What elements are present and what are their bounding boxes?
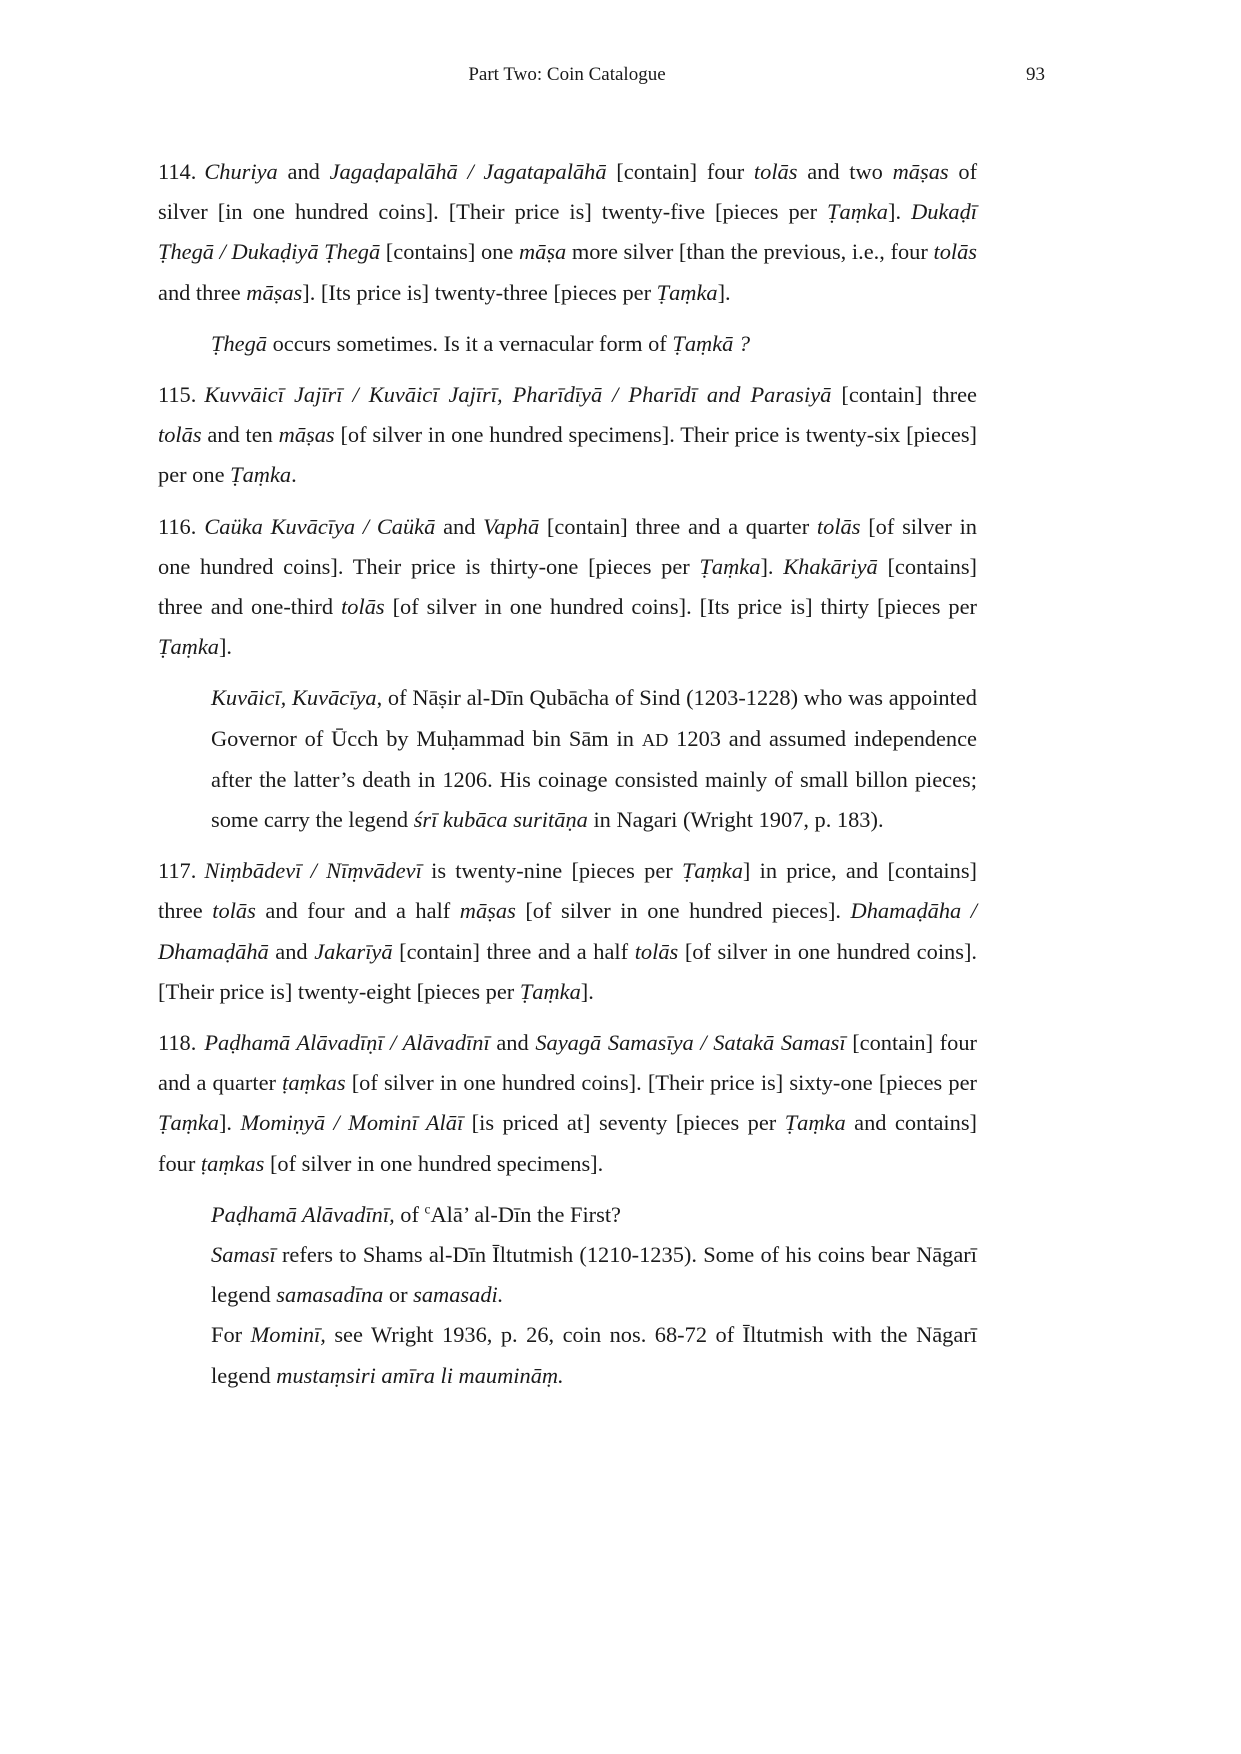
italic-term: Paḍhamā Alāvadīṇī / Alāvadīnī [204, 1030, 490, 1056]
small-caps-text: AD [641, 729, 669, 750]
italic-term: ṭaṃkas [282, 1070, 346, 1096]
text-run: ] in price, and [contains] three [158, 858, 977, 924]
italic-term: Kuvāicī, Kuvācīya [211, 685, 377, 711]
commentary-note [211, 1235, 977, 1315]
italic-term: Ṭaṃka [681, 858, 743, 884]
text-run: and two [797, 159, 893, 184]
italic-term: Dukaḍī Ṭhegā / Dukaḍiyā Ṭhegā [158, 199, 977, 265]
commentary-note [211, 1315, 977, 1395]
text-run: , of Nāṣir al-Dīn Qubācha of Sind (1203-1228) who was appointed Governor of Ūcch by Muḥammad bin Sām in [211, 685, 977, 751]
text-run: and [268, 938, 315, 964]
text-run: of silver [in one hundred coins]. [Their price is] twenty-five [pieces per [158, 159, 978, 225]
text-run: ]. [218, 634, 233, 660]
text-run: [contain] four [606, 159, 754, 184]
text-run: [contains] one [380, 239, 519, 265]
text-run: see Wright 1936, p. 26, coin nos. 68-72 of Īltutmish with the Nāgarī legend [211, 1322, 977, 1388]
entry-number: 114. [158, 159, 197, 184]
text-run: [is priced at] seventy [pieces per [463, 1110, 785, 1136]
text-run: ]. [717, 279, 731, 305]
text-run: [contain] three and a quarter [539, 513, 817, 539]
italic-term: Caüka Kuvācīya / Caükā [204, 513, 436, 539]
entry-number: 116. [158, 513, 197, 539]
italic-term: samasadīna [276, 1282, 384, 1308]
text-run: and four and a half [255, 898, 460, 924]
italic-term: tolās [753, 159, 798, 184]
italic-term: tolās [933, 239, 978, 265]
italic-term: Vaphā [483, 513, 540, 539]
catalogue-entry-117 [158, 851, 977, 1012]
text-run: in Nagari (Wright 1907, p. 183). [587, 807, 884, 833]
italic-term: śrī kubāca suritāṇa [413, 807, 588, 833]
italic-term: tolās [158, 422, 202, 448]
text-run: of [394, 1201, 425, 1227]
italic-term: Ṭaṃka [699, 553, 761, 579]
catalogue-entry-116 [158, 507, 977, 668]
italic-term: mustaṃsiri amīra li maumināṃ. [276, 1362, 564, 1388]
text-run: and three [158, 279, 247, 305]
text-run: [contain] three and a half [392, 938, 635, 964]
entry-number: 118. [158, 1030, 197, 1056]
italic-term: Jagaḍapalāhā / Jagatapalāhā [329, 159, 607, 184]
catalogue-entry-115 [158, 375, 977, 496]
text-run: [of silver in one hundred coins]. Their price is thirty-one [pieces per [158, 513, 977, 579]
text-run: and ten [201, 422, 279, 448]
commentary-note [211, 324, 977, 364]
page-number: 93 [1026, 64, 1045, 85]
italic-term: Ṭaṃka [158, 634, 219, 660]
entry-number: 117. [158, 858, 197, 884]
running-title: Part Two: Coin Catalogue [468, 64, 666, 85]
entry-number: 115. [158, 382, 197, 408]
running-header [0, 64, 1241, 92]
text-run: For [211, 1322, 251, 1348]
text-run: [of silver in one hundred specimens]. [264, 1150, 604, 1176]
italic-term: Ṭaṃka [519, 978, 581, 1004]
italic-term: Ṭhegā [211, 330, 267, 356]
italic-term: Churiya [204, 159, 278, 184]
text-run: ]. [760, 553, 784, 579]
text-run: [of silver in one hundred coins]. [Their price is] twenty-eight [pieces per [158, 938, 977, 1004]
text-run: and contains] four [158, 1110, 977, 1176]
text-run: [contain] four and a quarter [158, 1030, 977, 1096]
italic-term: Momiṇyā / Mominī Alāī [240, 1110, 464, 1136]
italic-term: Ṭaṃkā ? [672, 330, 751, 356]
italic-term: Ṭaṃka [656, 279, 718, 305]
italic-term: Jakarīyā [314, 938, 393, 964]
italic-term: samasadi. [413, 1282, 504, 1308]
italic-term: ṭaṃkas [200, 1150, 265, 1176]
italic-term: Ṭaṃka [827, 199, 888, 225]
italic-term: Ṭaṃka [158, 1110, 219, 1136]
italic-term: Kuvvāicī Jajīrī / Kuvāicī Jajīrī, Pharīdīyā / Pharīdī and Parasiyā [204, 382, 832, 408]
commentary-note [211, 678, 977, 840]
italic-term: tolās [816, 513, 861, 539]
italic-term: Ṭaṃka [784, 1110, 846, 1136]
italic-term: tolās [341, 594, 385, 620]
italic-term: māṣas [246, 279, 303, 305]
italic-term: Samasī [211, 1242, 276, 1268]
text-run: [contains] three and one-third [158, 553, 977, 620]
text-run: [of silver in one hundred coins]. [Their price is] sixty-one [pieces per [345, 1070, 977, 1096]
text-run: occurs sometimes. Is it a vernacular form of [266, 330, 673, 356]
text-run: ]. [218, 1110, 241, 1136]
italic-term: Niṃbādevī / Nīṃvādevī [204, 858, 422, 884]
text-run: [of silver in one hundred pieces]. [515, 898, 851, 924]
italic-term: Ṭaṃka [230, 462, 292, 488]
text-run: 1203 and assumed independence after the latter’s death in 1206. His coinage consisted mainly of small billon pieces; some carry the legend [211, 725, 977, 833]
italic-term: māṣas [892, 159, 949, 184]
text-run: [contain] three [831, 382, 977, 408]
text-run: refers to Shams al-Dīn Īltutmish (1210-1235). Some of his coins bear Nāgarī legend [211, 1242, 977, 1308]
text-run: [of silver in one hundred specimens]. Their price is twenty-six [pieces] per one [158, 422, 977, 488]
italic-term: Mominī, [250, 1322, 326, 1348]
catalogue-entry-114 [158, 152, 977, 313]
text-run: or [383, 1282, 414, 1308]
text-run: [of silver in one hundred coins]. [Its price is] thirty [pieces per [384, 594, 977, 620]
ayn-superscript: c [424, 1201, 431, 1217]
italic-term: tolās [212, 898, 256, 924]
catalogue-entry-118 [158, 1023, 977, 1184]
text-run: . [291, 462, 297, 488]
text-run: Alā’ al-Dīn the First? [430, 1201, 621, 1227]
italic-term: tolās [634, 938, 679, 964]
text-run: and [277, 159, 330, 184]
text-run: is twenty-nine [pieces per [421, 858, 682, 884]
text-run: ]. [888, 199, 912, 225]
text-run: and [435, 513, 484, 539]
text-run: and [489, 1030, 536, 1056]
italic-term: māṣas [278, 422, 335, 448]
page-body [158, 152, 977, 1407]
italic-term: māṣas [459, 898, 516, 924]
italic-term: Sayagā Samasīya / Satakā Samasī [535, 1030, 846, 1056]
text-run: ]. [580, 978, 594, 1004]
text-run: ]. [Its price is] twenty-three [pieces per [302, 279, 657, 305]
italic-term: Paḍhamā Alāvadīnī, [211, 1201, 395, 1227]
italic-term: māṣa [518, 239, 567, 265]
italic-term: Khakāriyā [783, 553, 878, 579]
italic-term: Dhamaḍāha / Dhamaḍāhā [158, 898, 977, 964]
commentary-note [211, 1195, 977, 1235]
text-run: more silver [than the previous, i.e., four [566, 239, 934, 265]
